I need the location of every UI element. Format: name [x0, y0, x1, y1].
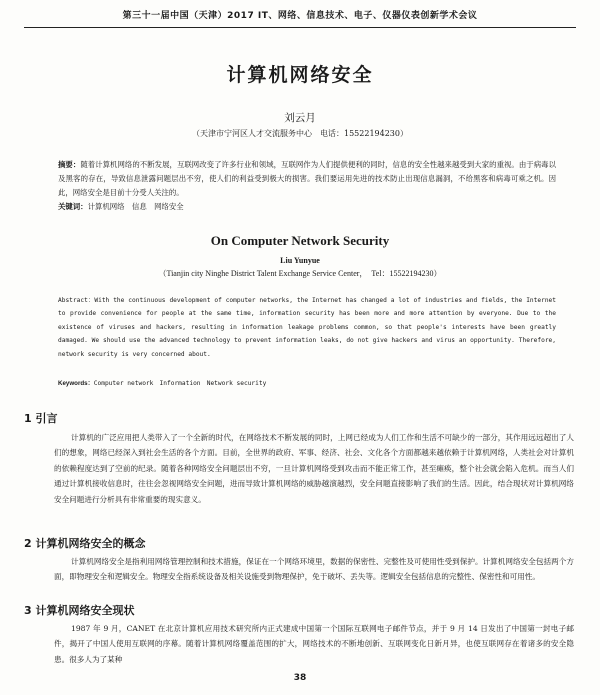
author-cn: 刘云月: [284, 112, 316, 124]
abstract-cn-text: 随着计算机网络的不断发展，互联网改变了许多行业和领域，互联网作为人们提供便利的同时，信息的安全性越来越受到大家的重视。由于病毒以及黑客的存在，导致信息泄露问题层出不穷，使人们的利益受到极大的损害。我们要运用先进的技术防止出现信息漏洞，不给黑客和病毒可乘之机。因此，网络安全是目前十分受人关注的。: [58, 160, 556, 197]
author-en: Liu Yunyue: [280, 256, 320, 265]
abstract-en-text: With the continuous development of computer networks, the Internet has changed a lot of industries and fields, the Internet to provide convenience for people at the same time, information security has been more and more attention by everyone. Due to the existence of viruses and hackers, resulting in information leakage problems common, so that people's interests have been greatly damaged. We should use the advanced technology to prevent information leaks, do not give hackers and virus an opportunity. Therefore, network security is very concerned about.: [58, 297, 556, 358]
section-paragraph: 1987 年 9 月，CANET 在北京计算机应用技术研究所内正式建成中国第一个国际互联网电子邮件节点，并于 9 月 14 日发出了中国第一封电子邮件，揭开了中国人使用互联网的序幕。随着计算机网络覆盖范围的扩大，网络技术的不断地创新、互联网变化日新月异，也使互联网存在着诸多的安全隐患。很多人为了某种: [54, 624, 574, 664]
abstract-en: [58, 294, 556, 361]
section-heading: 1 引言: [24, 412, 58, 425]
section-paragraph: 计算机网络安全是指利用网络管理控制和技术措施，保证在一个网络环境里，数据的保密性、完整性及可使用性受到保护。计算机网络安全包括两个方面，即物理安全和逻辑安全。物理安全指系统设备及相关设施受到物理保护，免于破坏、丢失等。逻辑安全包括信息的完整性、保密性和可用性。: [54, 557, 574, 582]
section-heading: 2 计算机网络安全的概念: [24, 537, 146, 550]
affiliation-en: （Tianjin city Ninghe District Talent Exchange Service Center， Tel：15522194230）: [158, 269, 442, 278]
section-paragraph: 计算机的广泛应用把人类带入了一个全新的时代，在网络技术不断发展的同时，上网已经成为人们工作和生活不可缺少的一部分，其作用远远超出了人们的想象，网络已经深入到社会生活的各个方面。目前，全世界的政府、军事、经济、社会、文化各个方面都越来越依赖于计算机网络，人类社会对计算机的依赖程度达到了空前的纪录。随着各种网络安全问题层出不穷，一旦计算机网络受到攻击而不能正常工作，甚至瘫痪，整个社会就会陷入危机。而当人们通过计算机接收信息时，往往会忽视网络安全问题，进而导致计算机网络的威胁越演越烈，安全问题直接影响了我们的生活。因此，结合现状对计算机网络安全问题进行分析具有非常重要的现实意义。: [54, 433, 574, 504]
paper-title-cn: 计算机网络安全: [226, 64, 374, 86]
keywords-en-text: Computer network Information Network security: [93, 380, 267, 387]
page-number: 38: [293, 673, 307, 683]
affiliation-cn: （天津市宁河区人才交流服务中心 电话：15522194230）: [192, 129, 408, 138]
section-heading: 3 计算机网络安全现状: [24, 604, 135, 617]
running-header: 第三十一届中国（天津）2017 IT、网络、信息技术、电子、仪器仪表创新学术会议: [24, 8, 576, 28]
keywords-cn-label: 关键词：: [58, 202, 88, 211]
keywords-cn-text: 计算机网络 信息 网络安全: [87, 202, 184, 211]
abstract-cn-label: 摘要：: [58, 160, 81, 169]
abstract-en-label: Abstract：: [58, 297, 95, 304]
abstract-cn: [58, 158, 556, 200]
paper-title-en: On Computer Network Security: [210, 233, 390, 248]
keywords-en: [58, 378, 266, 387]
keywords-en-label: Keywords：: [58, 380, 94, 387]
keywords-cn: [58, 201, 184, 212]
